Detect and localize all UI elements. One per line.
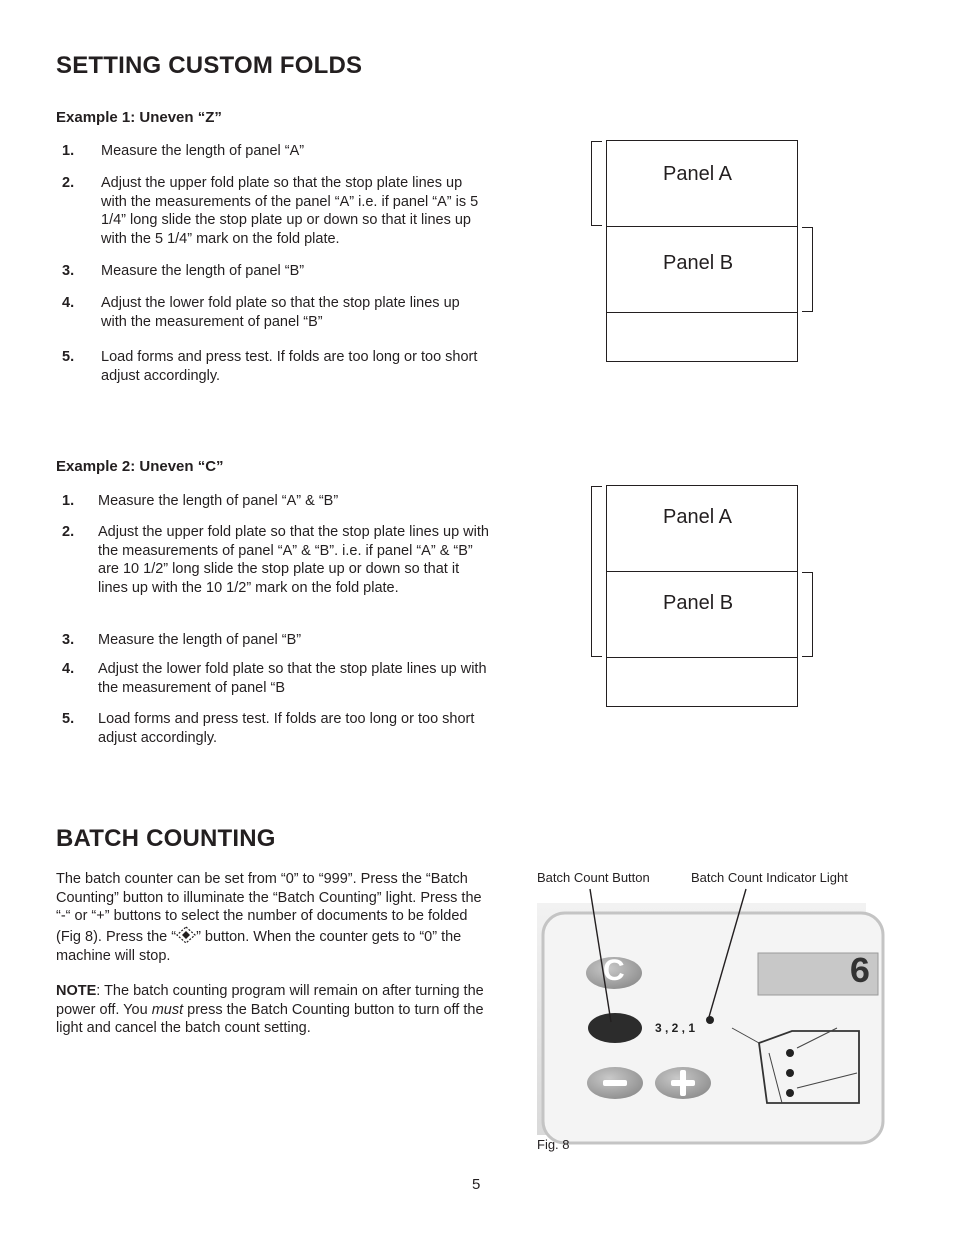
step-text: Load forms and press test. If folds are too long or too short adjust accordingly. — [98, 711, 475, 746]
batch-count-button-label: Batch Count Button — [537, 870, 650, 885]
page-number: 5 — [472, 1176, 481, 1193]
note-emphasis: must — [151, 1001, 184, 1018]
step-number: 3. — [62, 263, 75, 279]
step-text: Measure the length of panel “B” — [98, 632, 302, 648]
panel-a-label: Panel A — [663, 506, 732, 528]
step-number: 1. — [62, 143, 75, 159]
counter-display-digit: 6 — [849, 952, 871, 993]
step-text: Adjust the upper fold plate so that the stop plate lines up with the measurements of panel “A” & “B”. i.e. if panel “A” & “B” are 10 1/2” long slide the stop plate up or down so that it lines up with the 10 1/2” mark on the fold plate. — [98, 524, 489, 597]
note-text: : The batch counting program will remain on after turning the power off. You — [56, 983, 484, 1018]
step-text: Measure the length of panel “B” — [101, 263, 305, 279]
batch-count-indicator-label: Batch Count Indicator Light — [691, 870, 848, 885]
figure-caption: Fig. 8 — [537, 1137, 570, 1152]
step-text: Adjust the lower fold plate so that the stop plate lines up with the measurement of panel “B — [98, 661, 487, 696]
step-number: 5. — [62, 349, 75, 365]
step-text: Adjust the lower fold plate so that the stop plate lines up with the measurement of panel “B” — [101, 295, 460, 330]
example2-heading: Example 2: Uneven “C” — [56, 458, 224, 475]
step-number: 4. — [62, 295, 75, 311]
step-text: Measure the length of panel “A” & “B” — [98, 493, 339, 509]
note-label: NOTE — [56, 983, 97, 999]
step-number: 2. — [62, 524, 75, 540]
step-number: 1. — [62, 493, 75, 509]
indicator-sequence-text: 3 , 2 , 1 — [655, 1021, 696, 1035]
note-text: press the Batch Counting button to turn off the light and cancel the batch count setting. — [56, 1001, 484, 1037]
panel-b-label: Panel B — [663, 252, 734, 274]
section-title-batch-counting: BATCH COUNTING — [56, 825, 276, 852]
panel-a-label: Panel A — [663, 163, 732, 185]
step-text: Load forms and press test. If folds are too long or too short adjust accordingly. — [101, 349, 478, 384]
panel-b-label: Panel B — [663, 592, 734, 614]
step-number: 5. — [62, 711, 75, 727]
section-title-custom-folds: SETTING CUSTOM FOLDS — [56, 52, 363, 79]
step-number: 2. — [62, 175, 75, 191]
step-number: 4. — [62, 661, 75, 677]
step-text: Measure the length of panel “A” — [101, 143, 305, 159]
clear-key-label: C — [603, 954, 625, 987]
step-text: Adjust the upper fold plate so that the stop plate lines up with the measurements of the panel “A” i.e. if panel “A” is 5 1/4” long slide the stop plate up or down so that it lines up with the 5 1/4” mark on the fold plate. — [101, 175, 479, 248]
paragraph-text: The batch counter can be set from “0” to “999”. Press the “Batch Counting” button to illuminate the “Batch Counting” light. Press the “-“ or “+” buttons to select the number of documents to be folded (Fig 8). Press the “ — [56, 871, 482, 946]
paragraph-text: ” button. When the counter gets to “0” the machine will stop. — [56, 929, 462, 964]
example1-heading: Example 1: Uneven “Z” — [56, 109, 222, 126]
step-number: 3. — [62, 632, 75, 648]
